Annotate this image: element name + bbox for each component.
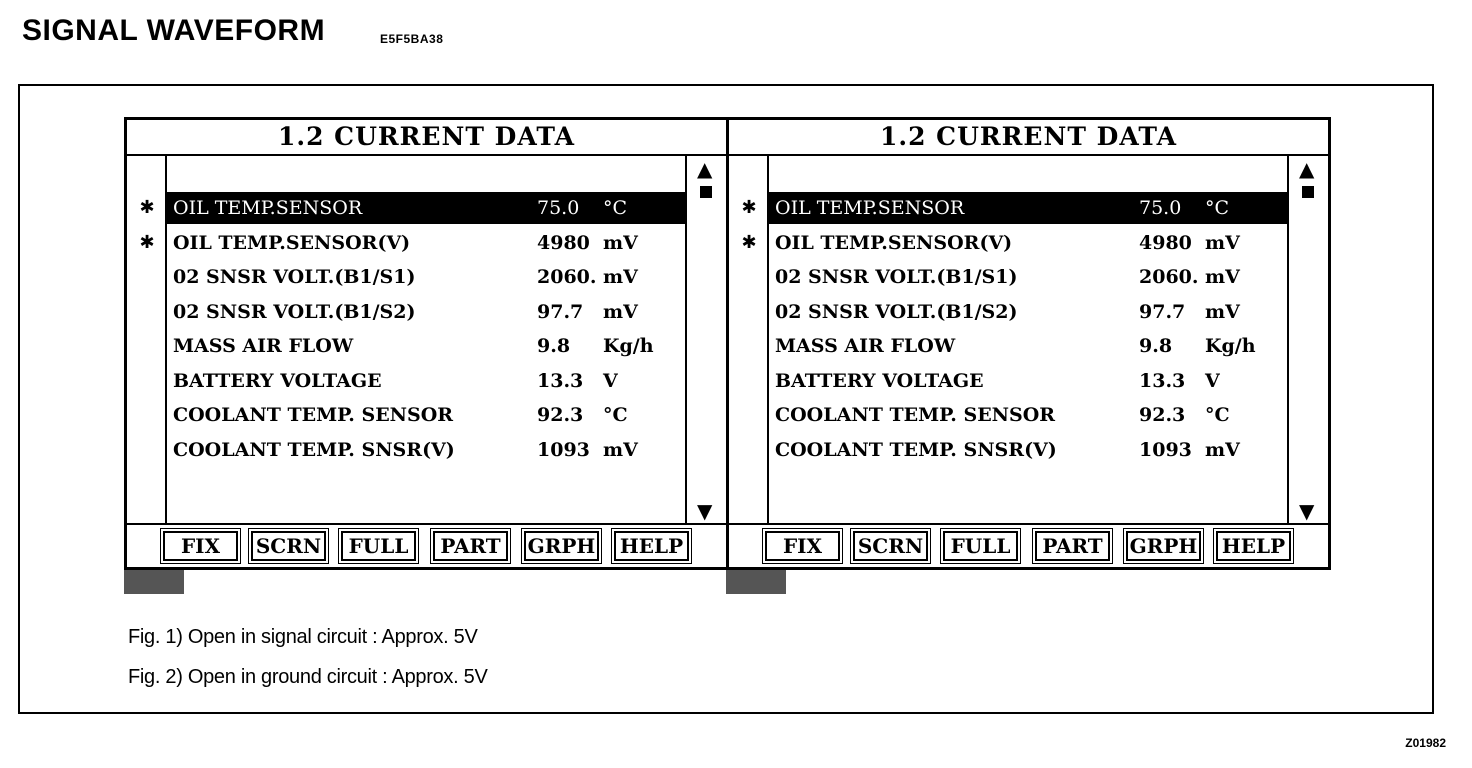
param-label: OIL TEMP.SENSOR [775, 197, 965, 219]
data-row[interactable] [167, 330, 685, 362]
param-value: 13.3 [537, 370, 584, 392]
scroll-down-icon[interactable]: ▼ [1299, 499, 1315, 523]
fn-button-help[interactable]: HELP [614, 531, 689, 561]
param-unit: mV [603, 232, 638, 254]
fn-button-fix[interactable]: FIX [163, 531, 238, 561]
param-unit: mV [1205, 232, 1240, 254]
param-unit: Kg/h [1205, 335, 1256, 357]
param-label: OIL TEMP.SENSOR(V) [775, 232, 1013, 254]
screen-title: 1.2 CURRENT DATA [127, 120, 726, 156]
param-unit: V [603, 370, 618, 392]
param-label: 02 SNSR VOLT.(B1/S2) [173, 301, 416, 323]
page-code: E5F5BA38 [380, 32, 444, 46]
fn-button-scrn[interactable]: SCRN [853, 531, 928, 561]
fn-button-grph[interactable]: GRPH [1126, 531, 1201, 561]
param-label: COOLANT TEMP. SENSOR [173, 404, 454, 426]
param-value: 4980 [537, 232, 590, 254]
param-value: 75.0 [1139, 197, 1182, 219]
param-value: 97.7 [537, 301, 584, 323]
function-button-bar [127, 523, 726, 567]
fn-button-scrn[interactable]: SCRN [251, 531, 326, 561]
param-label: OIL TEMP.SENSOR [173, 197, 363, 219]
param-unit: mV [1205, 439, 1240, 461]
param-value: 92.3 [537, 404, 584, 426]
figure-caption-1: Fig. 1) Open in signal circuit : Approx. 5V [128, 626, 478, 648]
param-value: 97.7 [1139, 301, 1186, 323]
fn-button-part[interactable]: PART [1035, 531, 1110, 561]
param-label: COOLANT TEMP. SNSR(V) [173, 439, 455, 461]
data-list [165, 156, 687, 523]
param-label: 02 SNSR VOLT.(B1/S2) [775, 301, 1018, 323]
data-row[interactable] [167, 227, 685, 259]
scan-tool-screen-1 [124, 117, 729, 570]
data-row[interactable] [769, 365, 1287, 397]
data-row[interactable] [769, 261, 1287, 293]
param-label: MASS AIR FLOW [173, 335, 354, 357]
data-row[interactable] [769, 227, 1287, 259]
data-row[interactable] [769, 399, 1287, 431]
param-unit: Kg/h [603, 335, 654, 357]
param-value: 9.8 [537, 335, 571, 357]
param-unit: °C [603, 404, 628, 426]
param-label: COOLANT TEMP. SNSR(V) [775, 439, 1057, 461]
screen-tag-2 [726, 570, 786, 594]
data-list [767, 156, 1289, 523]
data-row[interactable] [769, 434, 1287, 466]
param-value: 9.8 [1139, 335, 1173, 357]
param-value: 1093 [1139, 439, 1192, 461]
scroll-thumb-icon[interactable] [700, 186, 712, 198]
page-title: SIGNAL WAVEFORM [22, 14, 326, 47]
data-row[interactable] [167, 434, 685, 466]
data-row[interactable] [167, 365, 685, 397]
param-value: 92.3 [1139, 404, 1186, 426]
data-row[interactable] [167, 399, 685, 431]
data-row[interactable] [167, 192, 685, 224]
param-label: COOLANT TEMP. SENSOR [775, 404, 1056, 426]
param-label: BATTERY VOLTAGE [775, 370, 984, 392]
param-unit: mV [603, 301, 638, 323]
asterisk-marker-icon: ✱ [741, 232, 757, 253]
data-row[interactable] [769, 330, 1287, 362]
data-row[interactable] [167, 296, 685, 328]
param-label: MASS AIR FLOW [775, 335, 956, 357]
param-unit: °C [1205, 404, 1230, 426]
scroll-thumb-icon[interactable] [1302, 186, 1314, 198]
param-unit: °C [603, 197, 628, 219]
param-value: 4980 [1139, 232, 1192, 254]
param-unit: mV [603, 266, 638, 288]
param-label: OIL TEMP.SENSOR(V) [173, 232, 411, 254]
param-value: 13.3 [1139, 370, 1186, 392]
fn-button-part[interactable]: PART [433, 531, 508, 561]
fn-button-full[interactable]: FULL [341, 531, 416, 561]
figure-id: Z01982 [1405, 736, 1446, 750]
asterisk-marker-icon: ✱ [139, 232, 155, 253]
screen-title: 1.2 CURRENT DATA [729, 120, 1328, 156]
fn-button-grph[interactable]: GRPH [524, 531, 599, 561]
fn-button-help[interactable]: HELP [1216, 531, 1291, 561]
param-value: 1093 [537, 439, 590, 461]
fn-button-full[interactable]: FULL [943, 531, 1018, 561]
asterisk-marker-icon: ✱ [741, 197, 757, 218]
scroll-up-icon[interactable]: ▲ [697, 157, 713, 181]
screen-tag-1 [124, 570, 184, 594]
scroll-up-icon[interactable]: ▲ [1299, 157, 1315, 181]
data-row[interactable] [167, 261, 685, 293]
param-value: 75.0 [537, 197, 580, 219]
param-label: 02 SNSR VOLT.(B1/S1) [775, 266, 1018, 288]
param-unit: mV [1205, 266, 1240, 288]
scroll-down-icon[interactable]: ▼ [697, 499, 713, 523]
figure-caption-2: Fig. 2) Open in ground circuit : Approx. 5V [128, 666, 488, 688]
fn-button-fix[interactable]: FIX [765, 531, 840, 561]
asterisk-marker-icon: ✱ [139, 197, 155, 218]
param-label: 02 SNSR VOLT.(B1/S1) [173, 266, 416, 288]
data-row[interactable] [769, 296, 1287, 328]
param-unit: V [1205, 370, 1220, 392]
data-row[interactable] [769, 192, 1287, 224]
param-unit: mV [603, 439, 638, 461]
param-label: BATTERY VOLTAGE [173, 370, 382, 392]
function-button-bar [729, 523, 1328, 567]
param-value: 2060. [537, 266, 597, 288]
scan-tool-screen-2 [726, 117, 1331, 570]
param-unit: °C [1205, 197, 1230, 219]
param-value: 2060. [1139, 266, 1199, 288]
param-unit: mV [1205, 301, 1240, 323]
